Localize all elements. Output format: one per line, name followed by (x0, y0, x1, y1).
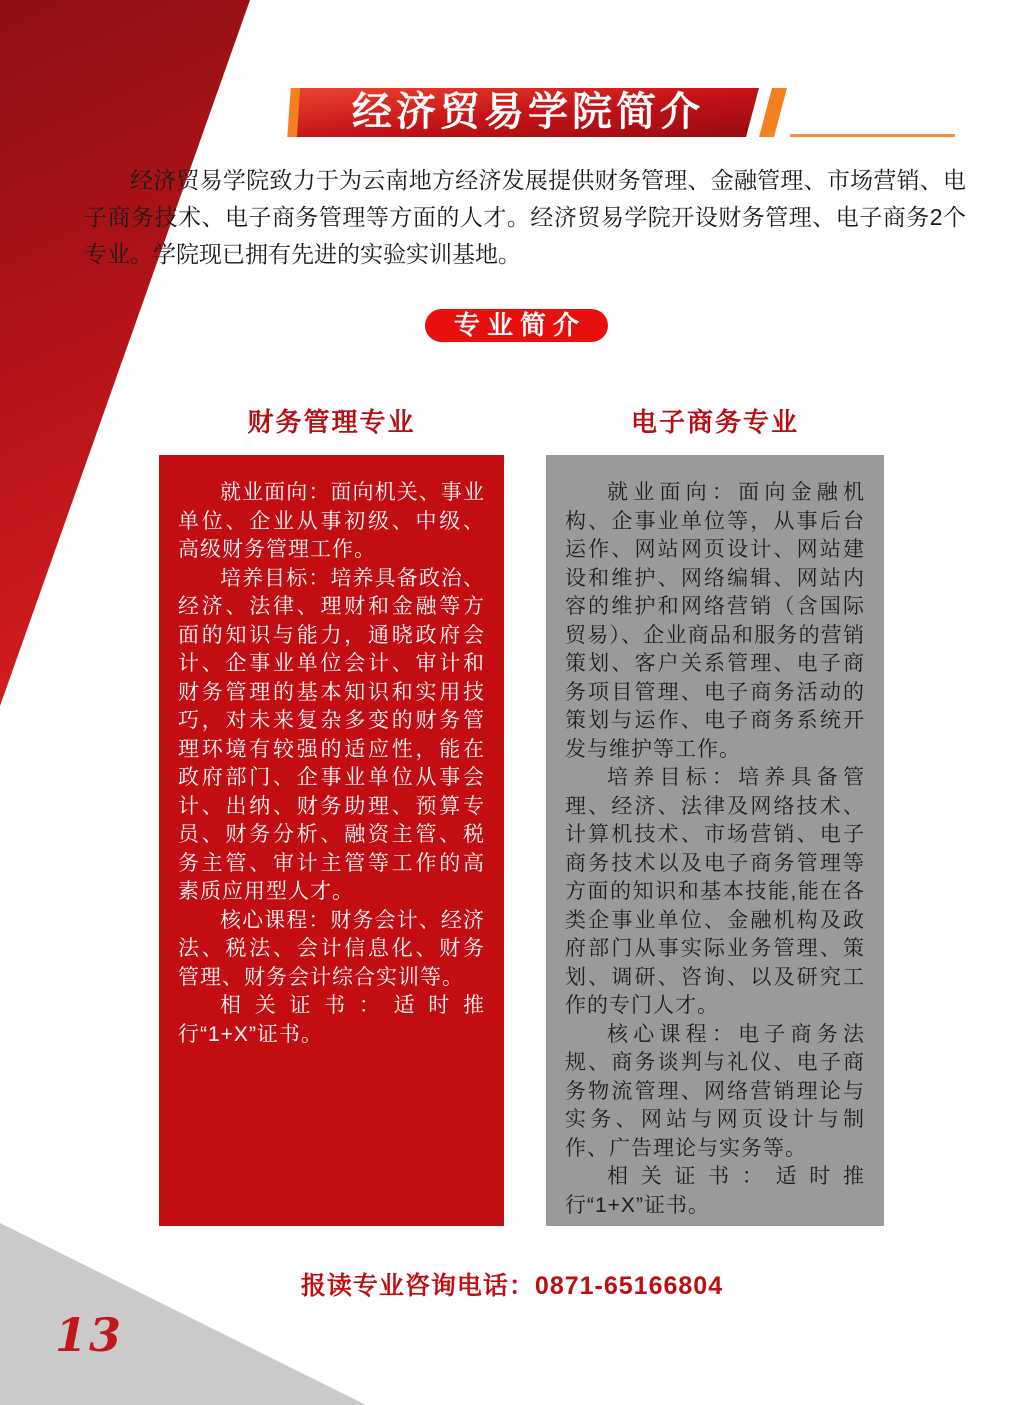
finance-major-box (159, 455, 504, 1226)
banner-right-orange-stripe (759, 88, 789, 137)
finance-certificate-paragraph: 相关证书：适时推行“1+X”证书。 (178, 994, 485, 1046)
ecommerce-certificate-paragraph: 相关证书：适时推行“1+X”证书。 (565, 1165, 865, 1217)
section-badge: 专业简介 (425, 309, 608, 342)
ecommerce-courses-paragraph: 核心课程：电子商务法规、商务谈判与礼仪、电子商务物流管理、网络营销理论与实务、网站与网页设计与制作、广告理论与实务等。 (565, 1022, 865, 1160)
ecommerce-major-box (546, 455, 884, 1226)
consultation-phone-line (0, 1266, 1024, 1302)
ecommerce-employment-paragraph: 就业面向：面向金融机构、企事业单位等，从事后台运作、网站网页设计、网站建设和维护、网络编辑、网站内容的维护和网络营销（含国际贸易）、企业商品和服务的营销策划、客户关系管理、电子商务项目管理、电子商务活动的策划与运作、电子商务系统开发与维护等工作。 (565, 481, 865, 761)
page-title: 经济贸易学院简介 (352, 90, 704, 134)
banner-orange-underline (790, 134, 955, 137)
finance-goal-paragraph: 培养目标：培养具备政治、经济、法律、理财和金融等方面的知识与能力，通晓政府会计、企事业单位会计、审计和财务管理的基本知识和实用技巧，对未来复杂多变的财务管理环境有较强的适应性，能在政府部门、企事业单位从事会计、出纳、财务助理、预算专员、财务分析、融资主管、税务主管、审计主管等工作的高素质应用型人才。 (178, 566, 485, 903)
ecommerce-goal-paragraph: 培养目标：培养具备管理、经济、法律及网络技术、计算机技术、市场营销、电子商务技术以及电子商务管理等方面的知识和基本技能,能在各类企事业单位、金融机构及政府部门从事实际业务管理、策划、调研、咨询、以及研究工作的专门人才。 (565, 766, 865, 1017)
major-title-ecommerce: 电子商务专业 (630, 407, 799, 437)
phone-label: 报读专业咨询电话： (300, 1272, 535, 1300)
major-title-finance: 财务管理专业 (247, 407, 416, 437)
phone-number: 0871-65166804 (534, 1272, 724, 1300)
page-number: 13 (55, 1308, 124, 1362)
page-title-banner (285, 88, 975, 137)
intro-paragraph: 经济贸易学院致力于为云南地方经济发展提供财务管理、金融管理、市场营销、电子商务技术、电子商务管理等方面的人才。经济贸易学院开设财务管理、电子商务2个专业。学院现已拥有先进的实验实训基地。 (84, 167, 966, 267)
finance-courses-paragraph: 核心课程：财务会计、经济法、税法、会计信息化、财务管理、财务会计综合实训等。 (178, 908, 485, 989)
finance-employment-paragraph: 就业面向：面向机关、事业单位、企业从事初级、中级、高级财务管理工作。 (178, 481, 485, 561)
